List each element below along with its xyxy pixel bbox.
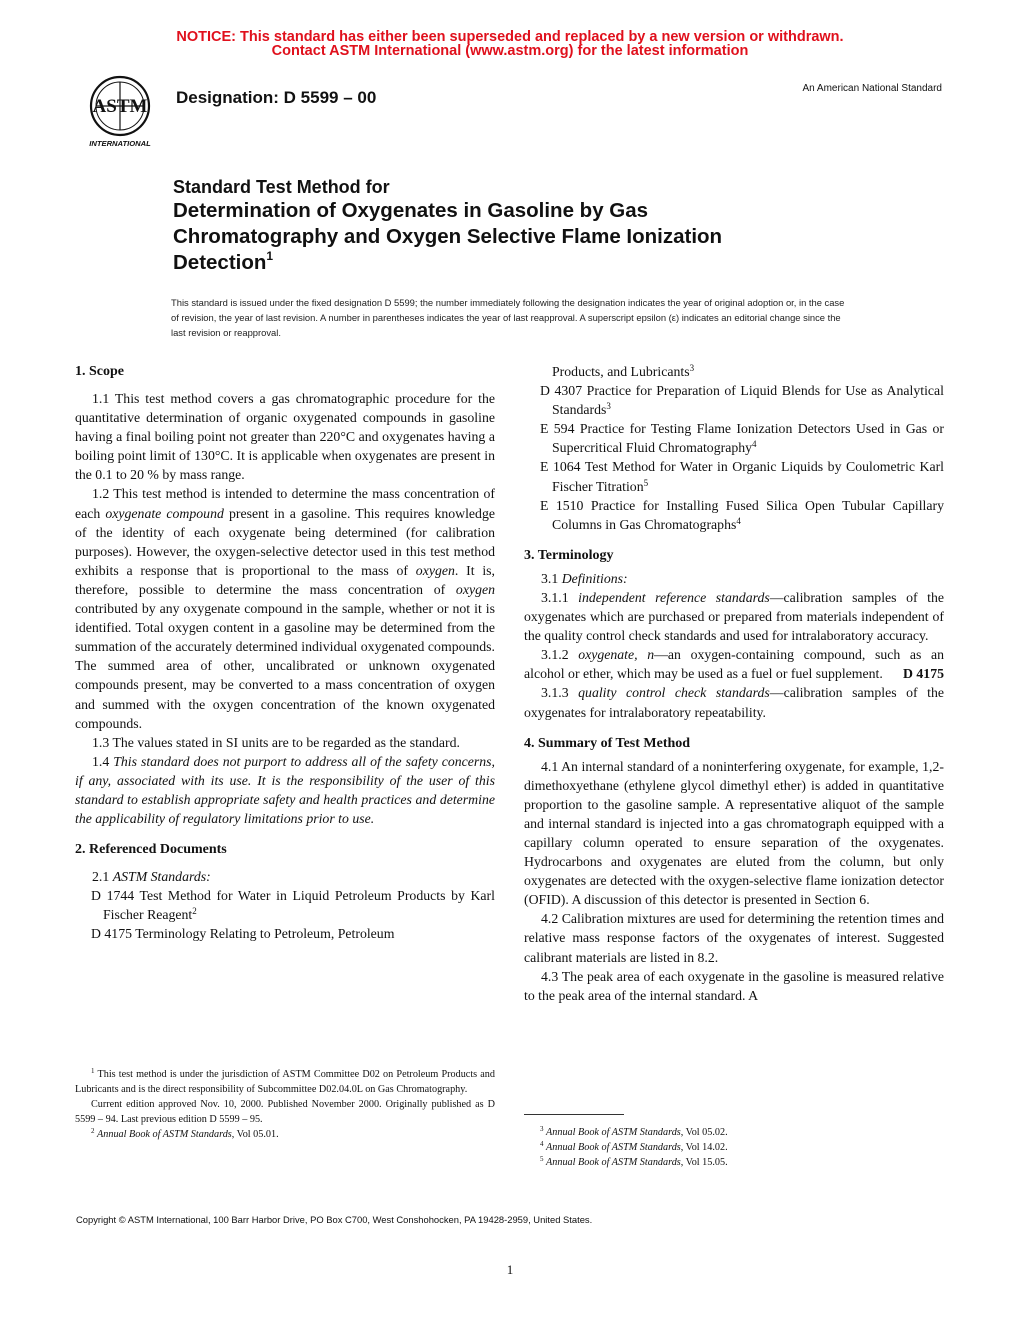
para-4-2: 4.2 Calibration mixtures are used for determining the retention times and relative mass response factors of the oxygenates of interest. Suggested calibrant materials are listed in 8.2. bbox=[524, 911, 944, 965]
notice-line-2: Contact ASTM International (www.astm.org) for the latest information bbox=[271, 43, 749, 59]
right-footnotes bbox=[524, 1114, 944, 1170]
ref-doc-item: E 1510 Practice for Installing Fused Silica Open Tubular Capillary Columns in Gas Chromatographs$^4$ bbox=[540, 497, 944, 532]
left-column bbox=[75, 362, 495, 944]
title-footnote-ref[interactable]: 1 bbox=[266, 249, 274, 263]
para-4-3: 4.3 The peak area of each oxygenate in the gasoline is measured relative to the peak area of the internal standard. A bbox=[524, 968, 944, 1003]
document-title bbox=[173, 176, 893, 276]
footnote-4: $^4$ Annual Book of ASTM Standards, Vol 14.02. bbox=[540, 1140, 728, 1153]
issued-note: This standard is issued under the fixed designation D 5599; the number immediately following the designation indicates the year of original adoption or, in the case of revision, the year of last revision. A number in parentheses indicates the year of last reapproval. A superscript epsilon (ε) indicates an editorial change since the last revision or reapproval. bbox=[171, 297, 845, 338]
para-3-1-3: 3.1.3 quality control check standards—calibration samples of the oxygenates for intralaboratory repeatability. bbox=[524, 685, 945, 720]
section-heading-scope: 1. Scope bbox=[75, 364, 124, 379]
title-line-3: Chromatography and Oxygen Selective Flame Ionization bbox=[173, 225, 723, 248]
para-4-1: 4.1 An internal standard of a noninterfering oxygenate, for example, 1,2-dimethoxyethane (ethylene glycol dimethyl ether) is added in quantitative proportion to the gasoline sample. A representative aliquot of the sample and internal standard is injected into a gas chromatograph equipped with a capillary column operated to ensure separation of the oxygenates. Hydrocarbons and oxygenates are eluted from the column, but only oxygenates are detected with the oxygen-selective flame ionization detector (OFID). A discussion of this detector is presented in Section 6. bbox=[524, 758, 944, 908]
para-1-2: 1.2 This test method is intended to determine the mass concentration of each oxygenate compound present in a gasoline. This requires knowledge of the identity of each oxygenate being determined (for calibration purposes). However, the oxygen-selective detector used in this test method exhibits a response that is proportional to the mass of oxygen. It is, therefore, possible to determine the mass concentration of oxygen contributed by any oxygenate compound in the sample, whether or not it is identified. Total oxygen content in a gasoline may be determined from the summation of the accurately determined individual oxygenated compounds. The summed area of other, uncalibrated or unknown oxygenated compounds present, may be converted to a mass concentration of oxygen and summed with the oxygen concentration of the known oxygenated compounds. bbox=[75, 486, 495, 731]
footnote-2: $^2$ Annual Book of ASTM Standards, Vol 05.01. bbox=[91, 1127, 279, 1140]
ref-doc-item-continued: Products, and Lubricants$^3$ bbox=[552, 363, 695, 379]
para-3-1-1: 3.1.1 independent reference standards—calibration samples of the oxygenates which are purchased or prepared from materials independent of the quality control check standards and used for intralaboratory accuracy. bbox=[524, 589, 945, 644]
notice-line-1: NOTICE: This standard has either been superseded and replaced by a new version or withdrawn. bbox=[176, 29, 844, 45]
right-column bbox=[524, 362, 944, 1005]
page-number: 1 bbox=[506, 1262, 514, 1277]
section-heading-referenced-documents: 2. Referenced Documents bbox=[75, 842, 227, 858]
term-source-ref[interactable]: D 4175 bbox=[902, 666, 944, 682]
footnote-rule bbox=[524, 1114, 624, 1115]
ref-doc-item: D 4307 Practice for Preparation of Liquid Blends for Use as Analytical Standards$^3$ bbox=[540, 383, 944, 418]
para-1-1: 1.1 This test method covers a gas chromatographic procedure for the quantitative determination of organic oxygenated compounds in gasoline having a final boiling point not greater than 220°C and oxygenates having a boiling point limit of 130°C. It is applicable when oxygenates are present in the 0.1 to 20 % by mass range. bbox=[75, 391, 495, 483]
astm-logo bbox=[78, 74, 162, 150]
footnote-1-edition: Current edition approved Nov. 10, 2000. Published November 2000. Originally published as D 5599 – 94. Last previous edition D 5599 – 95. bbox=[75, 1099, 495, 1125]
title-line-1: Standard Test Method for bbox=[173, 177, 390, 197]
para-1-4: 1.4 This standard does not purport to address all of the safety concerns, if any, associated with its use. It is the responsibility of the user of this standard to establish appropriate safety and health practices and determine the applicability of regulatory limitations prior to use. bbox=[75, 753, 495, 827]
title-line-4: Detection$^1$ bbox=[173, 249, 274, 274]
national-standard-label: An American National Standard bbox=[802, 83, 942, 94]
logo-text: ASTM bbox=[92, 96, 148, 117]
left-footnotes bbox=[75, 1067, 495, 1142]
section-heading-summary: 4. Summary of Test Method bbox=[524, 735, 691, 751]
copyright: Copyright © ASTM International, 100 Barr Harbor Drive, PO Box C700, West Conshohocken, PA 19428-2959, United States. bbox=[76, 1214, 593, 1225]
logo-subtext: INTERNATIONAL bbox=[89, 139, 151, 148]
footnote-1: $^1$ This test method is under the jurisdiction of ASTM Committee D02 on Petroleum Products and Lubricants and is the direct responsibility of Subcommittee D02.04.0L on Gas Chromatography. bbox=[75, 1067, 495, 1095]
ref-doc-item: D 1744 Test Method for Water in Liquid Petroleum Products by Karl Fischer Reagent$^2$ bbox=[91, 888, 495, 923]
para-2-1: 2.1 ASTM Standards: bbox=[92, 869, 211, 885]
title-line-2: Determination of Oxygenates in Gasoline by Gas bbox=[173, 199, 649, 222]
ref-doc-item: D 4175 Terminology Relating to Petroleum, Petroleum bbox=[91, 926, 395, 942]
ref-doc-item: E 594 Practice for Testing Flame Ionization Detectors Used in Gas or Supercritical Fluid Chromatography$^4$ bbox=[540, 421, 944, 456]
para-1-3: 1.3 The values stated in SI units are to be regarded as the standard. bbox=[92, 734, 460, 750]
footnote-5: $^5$ Annual Book of ASTM Standards, Vol 15.05. bbox=[540, 1155, 728, 1168]
footnote-3: $^3$ Annual Book of ASTM Standards, Vol 05.02. bbox=[540, 1125, 728, 1138]
ref-doc-item: E 1064 Test Method for Water in Organic Liquids by Coulometric Karl Fischer Titration$^5$ bbox=[540, 459, 944, 494]
section-heading-terminology: 3. Terminology bbox=[524, 547, 614, 563]
designation: Designation: D 5599 – 00 bbox=[176, 88, 377, 107]
para-3-1: 3.1 Definitions: bbox=[541, 570, 628, 586]
para-3-1-2: 3.1.2 oxygenate, n—an oxygen-containing compound, such as an alcohol or ether, which may be used as a fuel or fuel supplement. D 4175 bbox=[524, 645, 944, 683]
